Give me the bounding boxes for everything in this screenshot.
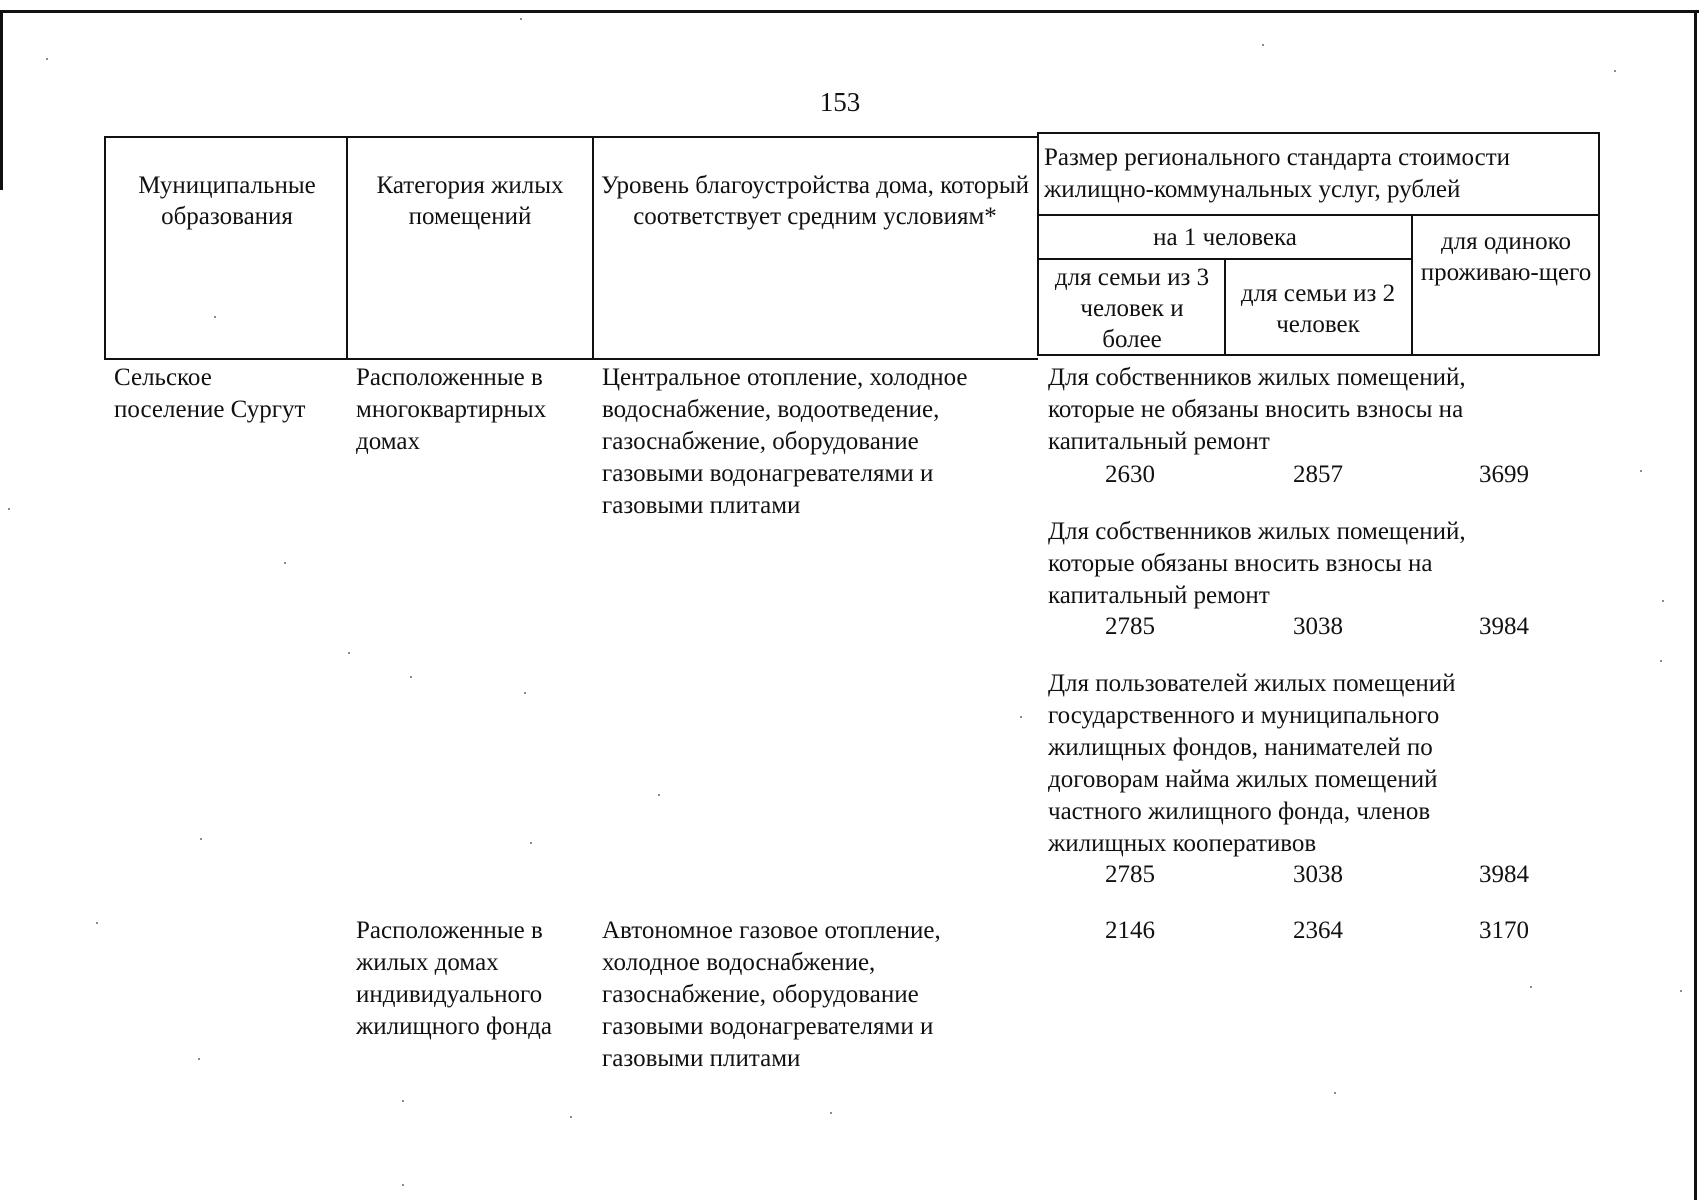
header-municipalities: Муниципальные образования (138, 172, 316, 230)
value-family3: 2146 (1105, 917, 1155, 944)
header-family-2: для семьи из 2 человек (1240, 280, 1396, 338)
value-single: 3984 (1479, 861, 1529, 888)
improvement-level-apartments: Центральное отопление, холодное водоснабжение, водоотведение, газоснабжение, оборудование газовыми водонагревателями и газовыми плитами (602, 364, 968, 519)
value-family2: 2857 (1293, 461, 1343, 488)
scan-right-border (1694, 10, 1697, 1200)
header-single: для одиноко проживаю-щего (1420, 228, 1592, 286)
value-family3: 2785 (1105, 861, 1155, 888)
header-housing-category: Категория жилых помещений (376, 172, 564, 230)
improvement-level-individual-houses: Автономное газовое отопление, холодное водоснабжение, газоснабжение, оборудование газовыми водонагревателями и газовыми плитами (602, 917, 941, 1072)
group-label-owners-no-contribution: Для собственников жилых помещений, которые не обязаны вносить взносы на капитальный ремонт (1048, 364, 1466, 455)
scan-top-border (0, 10, 1699, 13)
value-family3: 2630 (1105, 461, 1155, 488)
value-single: 3984 (1479, 613, 1529, 640)
scan-left-border (0, 10, 3, 190)
housing-category-apartments: Расположенные в многоквартирных домах (356, 364, 547, 455)
header-family-3: для семьи из 3 человек и более (1054, 264, 1210, 353)
value-single: 3170 (1479, 917, 1529, 944)
value-family2: 3038 (1293, 613, 1343, 640)
value-family2: 2364 (1293, 917, 1343, 944)
value-family3: 2785 (1105, 613, 1155, 640)
group-label-users-tenants: Для пользователей жилых помещений государственного и муниципального жилищных фондов, нанимателей по договорам найма жилых помещений частного жилищного фонда, членов жилищных кооперативов (1048, 670, 1456, 857)
header-per-person: на 1 человека (1153, 224, 1297, 251)
header-standard-size: Размер регионального стандарта стоимости жилищно-коммунальных услуг, рублей (1044, 144, 1511, 203)
group-label-owners-with-contribution: Для собственников жилых помещений, которые обязаны вносить взносы на капитальный ремонт (1048, 518, 1466, 609)
municipality-name: Сельское поселение Сургут (114, 364, 306, 423)
header-improvement-level: Уровень благоустройства дома, который соответствует средним условиям* (601, 172, 1029, 230)
value-single: 3699 (1479, 461, 1529, 488)
page-number: 153 (819, 87, 861, 117)
value-family2: 3038 (1293, 861, 1343, 888)
housing-category-individual-houses: Расположенные в жилых домах индивидуального жилищного фонда (356, 917, 552, 1040)
